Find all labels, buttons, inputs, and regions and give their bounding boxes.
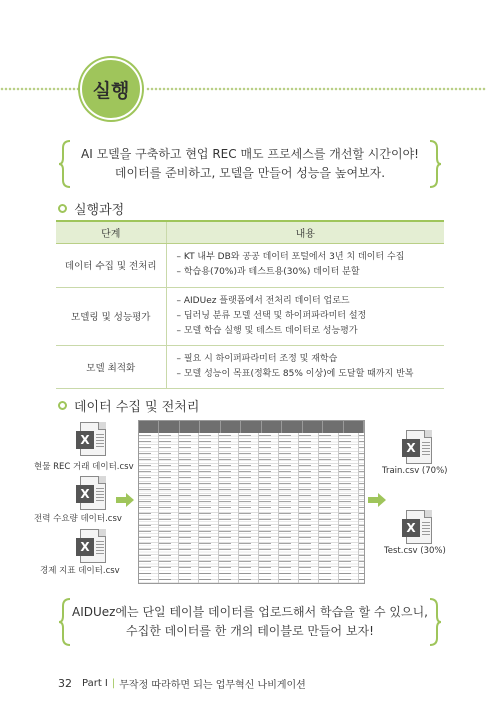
note-line-1: AIDUez에는 단일 테이블 데이터를 업로드해서 학습을 할 수 있으니, [72, 605, 428, 619]
bullet-icon [58, 204, 67, 213]
content-item: – KT 내부 DB와 공공 데이터 포털에서 3년 치 데이터 수집 [176, 252, 405, 262]
note-line-2: 수집한 데이터를 한 개의 테이블로 만들어 보자! [126, 624, 374, 638]
header-badge [80, 58, 142, 120]
content-column-header: 내용 [166, 221, 444, 243]
excel-file-icon: X [76, 529, 106, 563]
intro-callout [60, 140, 440, 188]
process-table [56, 220, 444, 389]
right-brace-icon [428, 598, 442, 646]
table-row [56, 345, 444, 388]
header-title: 실행 [92, 79, 130, 102]
excel-file-icon: X [76, 476, 106, 510]
step-cell: 데이터 수집 및 전처리 [56, 243, 166, 287]
content-item: – 모델 성능이 목표(정확도 85% 이상)에 도달할 때까지 반복 [176, 368, 414, 379]
content-item: – AIDUez 플랫폼에서 전처리 데이터 업로드 [176, 295, 350, 306]
page-footer [58, 676, 306, 691]
excel-file-icon: X [402, 430, 432, 464]
right-brace-icon [428, 140, 442, 188]
header-dotted-line-right [146, 86, 486, 92]
table-row [56, 287, 444, 345]
input-file-label: 현물 REC 거래 데이터.csv [34, 462, 134, 472]
step-column-header: 단계 [56, 221, 166, 243]
content-item: – 필요 시 하이퍼파라미터 조정 및 재학습 [176, 353, 338, 364]
bullet-icon [58, 401, 67, 410]
page-number: 32 [58, 677, 72, 690]
left-brace-icon [58, 140, 72, 188]
content-cell [166, 243, 444, 287]
book-title: 무작정 따라하면 되는 업무혁신 나비게이션 [119, 680, 306, 691]
section-header [0, 56, 500, 120]
process-section-title [58, 199, 124, 218]
data-section-title [58, 396, 199, 415]
output-file-label: Test.csv (30%) [384, 546, 446, 556]
excel-file-icon: X [402, 510, 432, 544]
right-arrow-icon [368, 492, 386, 506]
part-label: Part I [82, 678, 108, 689]
content-item: – 딥러닝 분류 모델 선택 및 하이퍼파라미터 설정 [176, 310, 367, 321]
header-dotted-line-left [0, 86, 78, 92]
intro-line-1: AI 모델을 구축하고 현업 REC 매도 프로세스를 개선할 시간이야! [81, 147, 419, 161]
data-title-text: 데이터 수집 및 전처리 [74, 400, 200, 415]
step-cell: 모델링 및 성능평가 [56, 287, 166, 345]
right-arrow-icon [116, 492, 134, 506]
merged-data-table [138, 420, 365, 584]
grid-header [139, 421, 364, 433]
step-cell: 모델 최적화 [56, 345, 166, 388]
grid-cell-values [139, 433, 364, 584]
process-table-header [56, 221, 444, 243]
input-file-label: 경제 지표 데이터.csv [40, 566, 120, 576]
input-file-label: 전력 수요량 데이터.csv [34, 514, 122, 524]
content-item: – 학습용(70%)과 테스트용(30%) 데이터 분할 [176, 267, 360, 277]
output-file-label: Train.csv (70%) [382, 466, 448, 476]
content-item: – 모델 학습 실행 및 테스트 데이터로 성능평가 [176, 325, 358, 336]
excel-file-icon: X [76, 422, 106, 456]
table-row [56, 243, 444, 287]
left-brace-icon [58, 598, 72, 646]
content-cell [166, 287, 444, 345]
note-callout [60, 598, 440, 646]
separator: | [111, 678, 116, 689]
intro-line-2: 데이터를 준비하고, 모델을 만들어 성능을 높여보자. [114, 166, 386, 180]
process-title-text: 실행과정 [74, 203, 125, 218]
content-cell [166, 345, 444, 388]
